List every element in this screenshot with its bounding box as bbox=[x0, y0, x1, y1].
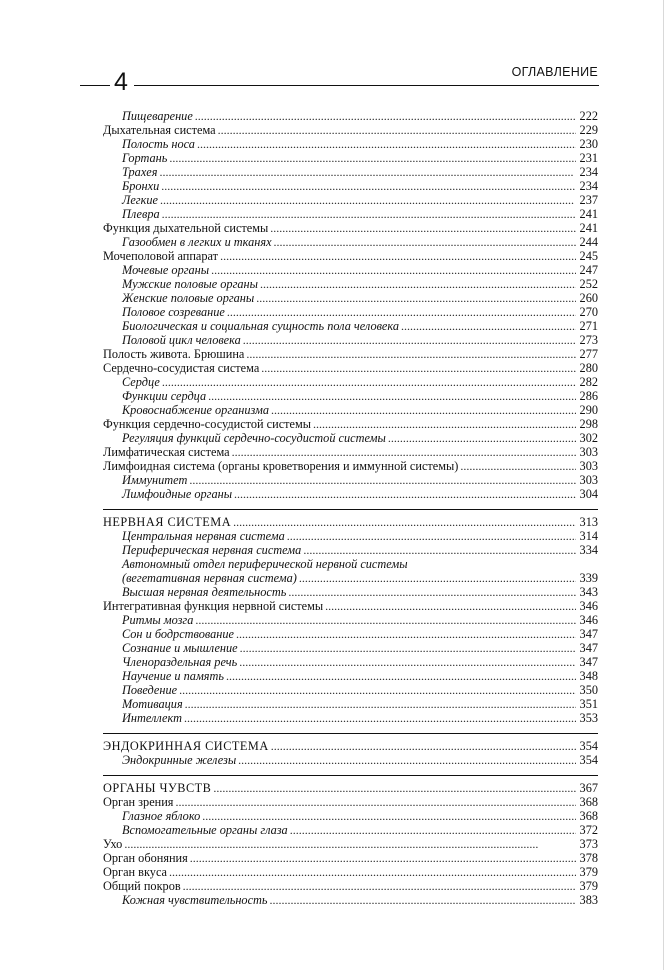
dot-leader bbox=[220, 249, 576, 263]
toc-subentry[interactable] bbox=[103, 529, 598, 543]
toc-entry[interactable] bbox=[103, 445, 598, 459]
toc-subentry[interactable] bbox=[103, 543, 598, 557]
toc-subentry[interactable] bbox=[103, 403, 598, 417]
section-divider bbox=[103, 505, 598, 515]
toc-section-heading[interactable] bbox=[103, 739, 598, 753]
dot-leader bbox=[271, 739, 576, 753]
toc-page-number: 346 bbox=[579, 599, 598, 613]
toc-entry-title: Поведение bbox=[122, 683, 178, 697]
toc-subentry[interactable] bbox=[103, 669, 598, 683]
toc-entry-title: Женские половые органы bbox=[122, 291, 255, 305]
dot-leader bbox=[288, 585, 576, 599]
toc-page-number: 339 bbox=[579, 571, 598, 585]
dot-leader bbox=[202, 809, 576, 823]
toc-entry-title: Орган зрения bbox=[103, 795, 174, 809]
toc-subentry[interactable] bbox=[103, 823, 598, 837]
dot-leader bbox=[159, 165, 576, 179]
dot-leader bbox=[161, 179, 576, 193]
dot-leader bbox=[195, 109, 576, 123]
dot-leader bbox=[246, 347, 576, 361]
toc-subentry[interactable] bbox=[103, 109, 598, 123]
toc-page-number: 290 bbox=[579, 403, 598, 417]
toc-page-number: 270 bbox=[579, 305, 598, 319]
toc-subentry[interactable] bbox=[103, 375, 598, 389]
toc-page-number: 271 bbox=[579, 319, 598, 333]
dot-leader bbox=[239, 655, 576, 669]
dot-leader bbox=[271, 403, 576, 417]
toc-entry-title: Общий покров bbox=[103, 879, 181, 893]
toc-subentry[interactable] bbox=[103, 487, 598, 501]
toc-entry-title: Интеллект bbox=[122, 711, 182, 725]
dot-leader bbox=[183, 879, 576, 893]
toc-entry-title: Мочевые органы bbox=[122, 263, 210, 277]
toc-page-number: 247 bbox=[579, 263, 598, 277]
toc-subentry[interactable] bbox=[103, 305, 598, 319]
toc-entry[interactable] bbox=[103, 459, 598, 473]
toc-page-number: 231 bbox=[579, 151, 598, 165]
toc-entry-title: Орган обоняния bbox=[103, 851, 188, 865]
toc-page-number: 245 bbox=[579, 249, 598, 263]
toc-entry-title: Полость носа bbox=[122, 137, 195, 151]
toc-entry-title: Биологическая и социальная сущность пола человека bbox=[122, 319, 399, 333]
toc-entry-title: Мужские половые органы bbox=[122, 277, 258, 291]
toc-page-number: 241 bbox=[579, 221, 598, 235]
toc-entry-title: Эндокринные железы bbox=[122, 753, 237, 767]
toc-entry-title: (вегетативная нервная система) bbox=[122, 571, 297, 585]
toc-entry-title: Мочеполовой аппарат bbox=[103, 249, 219, 263]
toc-subentry[interactable] bbox=[103, 235, 598, 249]
toc-entry-title: Периферическая нервная система bbox=[122, 543, 302, 557]
dot-leader bbox=[270, 893, 576, 907]
dot-leader bbox=[169, 151, 576, 165]
toc-entry-title: Половой цикл человека bbox=[122, 333, 241, 347]
toc-subentry[interactable] bbox=[103, 151, 598, 165]
toc-entry-title: Ухо bbox=[103, 837, 123, 851]
toc-page-number: 303 bbox=[579, 473, 598, 487]
toc-entry-title: Плевра bbox=[122, 207, 160, 221]
dot-leader bbox=[261, 361, 576, 375]
toc-entry-title: Центральная нервная система bbox=[122, 529, 285, 543]
toc-subentry[interactable] bbox=[103, 893, 598, 907]
toc-entry-title: Сердечно-сосудистая система bbox=[103, 361, 260, 375]
toc-entry-title: Ритмы мозга bbox=[122, 613, 194, 627]
toc-page-number: 368 bbox=[579, 795, 598, 809]
toc-entry-title: Вспомогательные органы глаза bbox=[122, 823, 288, 837]
toc-entry[interactable] bbox=[103, 221, 598, 235]
toc-entry-title: Регуляция функций сердечно-сосудистой системы bbox=[122, 431, 386, 445]
toc-entry-title: Полость живота. Брюшина bbox=[103, 347, 245, 361]
toc-page-number: 303 bbox=[579, 445, 598, 459]
toc-entry-title: Трахея bbox=[122, 165, 158, 179]
toc-entry-title: НЕРВНАЯ СИСТЕМА bbox=[103, 515, 232, 529]
dot-leader bbox=[234, 487, 576, 501]
toc-page-number: 354 bbox=[579, 739, 598, 753]
dot-leader bbox=[233, 515, 576, 529]
dot-leader bbox=[218, 123, 576, 137]
toc-entry-title: ЭНДОКРИННАЯ СИСТЕМА bbox=[103, 739, 269, 753]
toc-page-number: 313 bbox=[579, 515, 598, 529]
toc-entry-title: Половое созревание bbox=[122, 305, 225, 319]
toc-page-number: 302 bbox=[579, 431, 598, 445]
dot-leader bbox=[227, 305, 576, 319]
toc-page-number: 351 bbox=[579, 697, 598, 711]
toc-page-number: 273 bbox=[579, 333, 598, 347]
dot-leader bbox=[256, 291, 576, 305]
toc-subentry[interactable] bbox=[103, 655, 598, 669]
toc-subentry[interactable] bbox=[103, 319, 598, 333]
dot-leader bbox=[325, 599, 576, 613]
toc-page-number: 234 bbox=[579, 165, 598, 179]
toc-page-number: 314 bbox=[579, 529, 598, 543]
running-header bbox=[0, 60, 668, 100]
section-title: ОГЛАВЛЕНИЕ bbox=[511, 65, 598, 79]
dot-leader bbox=[162, 375, 576, 389]
toc-page-number: 368 bbox=[579, 809, 598, 823]
toc-page-number: 229 bbox=[579, 123, 598, 137]
toc-subentry[interactable] bbox=[103, 165, 598, 179]
toc-page-number: 347 bbox=[579, 655, 598, 669]
page-edge bbox=[663, 0, 664, 970]
toc-page-number: 260 bbox=[579, 291, 598, 305]
toc-page-number: 347 bbox=[579, 627, 598, 641]
toc-subentry[interactable] bbox=[103, 711, 598, 725]
dot-leader bbox=[299, 571, 576, 585]
dot-leader bbox=[197, 137, 576, 151]
toc-entry-title: Пищеварение bbox=[122, 109, 193, 123]
toc-entry-title: Сердце bbox=[122, 375, 160, 389]
toc-page-number: 383 bbox=[579, 893, 598, 907]
toc-entry-title: Лимфоидная система (органы кроветворения и иммунной системы) bbox=[103, 459, 459, 473]
toc-entry-title: Глазное яблоко bbox=[122, 809, 201, 823]
toc-subentry[interactable] bbox=[103, 753, 598, 767]
dot-leader bbox=[260, 277, 576, 291]
toc-page-number: 347 bbox=[579, 641, 598, 655]
page-number: 4 bbox=[114, 68, 128, 96]
toc-entry[interactable] bbox=[103, 795, 598, 809]
toc-subentry[interactable] bbox=[103, 263, 598, 277]
dot-leader bbox=[208, 389, 576, 403]
dot-leader bbox=[211, 263, 576, 277]
toc-entry-title: Газообмен в легких и тканях bbox=[122, 235, 272, 249]
toc-entry-title: Лимфатическая система bbox=[103, 445, 230, 459]
toc-subentry[interactable] bbox=[103, 627, 598, 641]
header-rule-left bbox=[80, 85, 110, 86]
dot-leader bbox=[162, 207, 576, 221]
toc-subentry[interactable] bbox=[103, 193, 598, 207]
dot-leader bbox=[240, 641, 576, 655]
toc-entry-title: Функция дыхательной системы bbox=[103, 221, 269, 235]
toc-subentry[interactable] bbox=[103, 333, 598, 347]
section-divider bbox=[103, 771, 598, 781]
toc-entry-title: Лимфоидные органы bbox=[122, 487, 233, 501]
toc-page-number: 348 bbox=[579, 669, 598, 683]
dot-leader bbox=[179, 683, 576, 697]
section-divider bbox=[103, 729, 598, 739]
toc-subentry[interactable] bbox=[103, 571, 598, 585]
toc-entry-title: Кровоснабжение организма bbox=[122, 403, 270, 417]
toc-entry[interactable] bbox=[103, 123, 598, 137]
toc-page-number: 379 bbox=[579, 865, 598, 879]
toc-subentry[interactable] bbox=[103, 389, 598, 403]
toc-entry-title: Функция сердечно-сосудистой системы bbox=[103, 417, 312, 431]
dot-leader bbox=[238, 753, 576, 767]
toc-subentry[interactable] bbox=[103, 137, 598, 151]
toc-entry[interactable] bbox=[103, 837, 598, 851]
dot-leader bbox=[184, 711, 576, 725]
dot-leader bbox=[189, 473, 576, 487]
toc-entry-title: Научение и память bbox=[122, 669, 224, 683]
toc-subentry[interactable] bbox=[103, 641, 598, 655]
dot-leader bbox=[195, 613, 576, 627]
dot-leader bbox=[388, 431, 576, 445]
toc-page-number: 334 bbox=[579, 543, 598, 557]
toc-subentry[interactable] bbox=[103, 809, 598, 823]
toc-entry[interactable] bbox=[103, 417, 598, 431]
toc-subentry[interactable] bbox=[103, 697, 598, 711]
toc-page-number: 379 bbox=[579, 879, 598, 893]
toc-page-number: 303 bbox=[579, 459, 598, 473]
toc-page-number: 373 bbox=[579, 837, 598, 851]
toc-page-number: 298 bbox=[579, 417, 598, 431]
toc-entry[interactable] bbox=[103, 347, 598, 361]
toc-subentry[interactable] bbox=[103, 291, 598, 305]
dot-leader bbox=[287, 529, 576, 543]
toc-page-number: 280 bbox=[579, 361, 598, 375]
toc-page-number: 372 bbox=[579, 823, 598, 837]
toc-entry-title: Интегративная функция нервной системы bbox=[103, 599, 324, 613]
toc-entry-title: Автономный отдел периферической нервной системы bbox=[122, 557, 408, 571]
dot-leader bbox=[213, 781, 576, 795]
dot-leader bbox=[226, 669, 576, 683]
toc-entry-title: Функции сердца bbox=[122, 389, 207, 403]
toc-page-number: 286 bbox=[579, 389, 598, 403]
toc-subentry[interactable] bbox=[103, 179, 598, 193]
toc-entry-title: Легкие bbox=[122, 193, 158, 207]
toc-page-number: 350 bbox=[579, 683, 598, 697]
table-of-contents bbox=[103, 109, 598, 907]
toc-page-number: 252 bbox=[579, 277, 598, 291]
dot-leader bbox=[185, 697, 576, 711]
toc-entry-title: Сознание и мышление bbox=[122, 641, 238, 655]
toc-entry[interactable] bbox=[103, 851, 598, 865]
dot-leader bbox=[243, 333, 576, 347]
toc-page-number: 282 bbox=[579, 375, 598, 389]
dot-leader bbox=[232, 445, 576, 459]
toc-section-heading[interactable] bbox=[103, 781, 598, 795]
toc-subentry[interactable] bbox=[103, 683, 598, 697]
toc-entry-title: Орган вкуса bbox=[103, 865, 168, 879]
dot-leader bbox=[460, 459, 576, 473]
toc-entry-title: Иммунитет bbox=[122, 473, 188, 487]
toc-subentry[interactable] bbox=[103, 277, 598, 291]
toc-entry[interactable] bbox=[103, 599, 598, 613]
toc-page-number: 343 bbox=[579, 585, 598, 599]
toc-subentry[interactable] bbox=[103, 613, 598, 627]
toc-entry[interactable] bbox=[103, 361, 598, 375]
dot-leader bbox=[169, 865, 576, 879]
toc-page-number: 367 bbox=[579, 781, 598, 795]
dot-leader bbox=[160, 193, 576, 207]
toc-entry-title: Сон и бодрствование bbox=[122, 627, 234, 641]
toc-subentry[interactable] bbox=[103, 473, 598, 487]
toc-subentry[interactable] bbox=[103, 431, 598, 445]
toc-page-number: 244 bbox=[579, 235, 598, 249]
dot-leader bbox=[236, 627, 576, 641]
dot-leader bbox=[190, 851, 576, 865]
dot-leader bbox=[313, 417, 576, 431]
dot-leader bbox=[401, 319, 576, 333]
toc-entry[interactable] bbox=[103, 865, 598, 879]
dot-leader bbox=[270, 221, 576, 235]
toc-subentry[interactable] bbox=[103, 585, 598, 599]
toc-page-number: 234 bbox=[579, 179, 598, 193]
toc-page-number: 237 bbox=[579, 193, 598, 207]
dot-leader bbox=[175, 795, 576, 809]
dot-leader bbox=[124, 837, 576, 851]
toc-page-number: 304 bbox=[579, 487, 598, 501]
toc-entry[interactable] bbox=[103, 879, 598, 893]
header-rule-right bbox=[134, 85, 599, 86]
toc-section-heading[interactable] bbox=[103, 515, 598, 529]
toc-entry-title: Гортань bbox=[122, 151, 168, 165]
toc-page-number: 346 bbox=[579, 613, 598, 627]
toc-entry-title: Кожная чувствительность bbox=[122, 893, 268, 907]
toc-entry-title: Дыхательная система bbox=[103, 123, 216, 137]
dot-leader bbox=[303, 543, 576, 557]
toc-page-number: 241 bbox=[579, 207, 598, 221]
toc-entry-title: Высшая нервная деятельность bbox=[122, 585, 287, 599]
toc-page-number: 277 bbox=[579, 347, 598, 361]
toc-entry[interactable] bbox=[103, 249, 598, 263]
dot-leader bbox=[274, 235, 576, 249]
toc-subentry[interactable] bbox=[103, 207, 598, 221]
toc-entry-title: ОРГАНЫ ЧУВСТВ bbox=[103, 781, 212, 795]
toc-page-number: 353 bbox=[579, 711, 598, 725]
dot-leader bbox=[290, 823, 576, 837]
toc-subentry[interactable] bbox=[103, 557, 598, 571]
toc-page-number: 222 bbox=[579, 109, 598, 123]
toc-entry-title: Членораздельная речь bbox=[122, 655, 238, 669]
toc-page-number: 378 bbox=[579, 851, 598, 865]
toc-page-number: 230 bbox=[579, 137, 598, 151]
toc-entry-title: Мотивация bbox=[122, 697, 183, 711]
toc-page-number: 354 bbox=[579, 753, 598, 767]
toc-entry-title: Бронхи bbox=[122, 179, 160, 193]
